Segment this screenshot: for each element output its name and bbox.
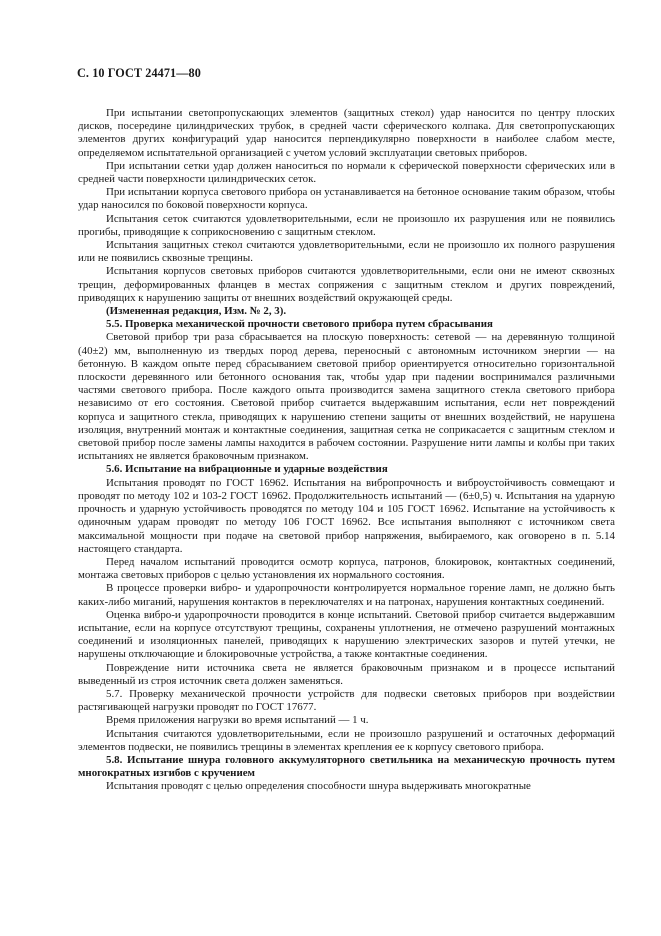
section-heading: 5.6. Испытание на вибрационные и ударные воздействия [106, 463, 388, 476]
paragraph: Испытания проводят по ГОСТ 16962. Испытания на вибропрочность и виброустойчивость совмещают и проводят по методу 102 и 103-2 ГОСТ 16962. Продолжительность испытаний — (6±0,5) ч. Испытания на ударную прочность и ударную устойчивость проводятся по методу 104 и 105 ГОСТ 16962. Испытание на устойчивость к одиночным ударам проводят по методу 106 ГОСТ 16962. Все испытания выполняют с источником света максимальной мощности при подаче на световой прибор напряжения, выбираемого, как оговорено в п. 5.14 настоящего стандарта. [78, 476, 615, 555]
document-body [78, 107, 615, 794]
paragraph: В процессе проверки вибро- и ударопрочности контролируется нормальное горение ламп, не должно быть каких-либо миганий, нарушения контактов в переключателях и на патронах, нарушения контактных соединений. [78, 582, 615, 608]
paragraph: Испытания считаются удовлетворительными, если не произошло разрушений и остаточных деформаций элементов подвески, не появились трещины в элементах крепления ее к корпусу светового прибора. [78, 727, 615, 753]
paragraph: Испытания защитных стекол считаются удовлетворительными, если не произошло их полного разрушения или не появились сквозные трещины. [78, 239, 615, 265]
paragraph: Испытания проводят с целью определения способности шнура выдерживать многократные [106, 780, 531, 793]
section-heading: 5.5. Проверка механической прочности светового прибора путем сбрасывания [106, 318, 493, 331]
paragraph: Оценка вибро-и ударопрочности проводится в конце испытаний. Световой прибор считается выдержавшим испытание, если на корпусе отсутствуют трещины, сохранены уплотнения, не отмечено разрушений монтажных соединений и изоляционных панелей, приводящих к нарушению электрических зазоров и путей утечки, не нарушены отключающие и блокировочные устройства, а также контактные соединения. [78, 608, 615, 661]
paragraph: При испытании сетки удар должен наноситься по нормали к сферической поверхности сферических или в средней части поверхности цилиндрических сеток. [78, 159, 615, 186]
paragraph: Испытания корпусов световых приборов считаются удовлетворительными, если они не имеют сквозных трещин, деформированных фланцев в местах сопряжения с защитным стеклом и других повреждений, приводящих к нарушению защиты от внешних воздействий окружающей среды. [78, 265, 615, 304]
paragraph: Повреждение нити источника света не является браковочным признаком и в процессе испытаний выведенный из строя источник света должен заменяться. [78, 661, 615, 687]
paragraph: Световой прибор три раза сбрасывается на плоскую поверхность: сетевой — на деревянную толщиной (40±2) мм, выполненную из твердых пород дерева, переносный с автономным источником энергии — на бетонную. В каждом опыте перед сбрасыванием световой прибор ориентируется относительно горизонтальной плоскости деревянного или бетонного основания так, чтобы удар при падении воспринимался различными частями светового прибора. После каждого опыта производится замена защитного стекла светового прибора независимо от его состояния. Световой прибор считается выдержавшим испытания, если нет повреждений корпуса и защитного стекла, приводящих к нарушению степени защиты от внешних воздействий, не нарушена изоляция, внутренний монтаж и контактные соединения, защитная сетка не соприкасается с защитным стеклом и световой прибор после замены лампы находится в рабочем состоянии. Разрушение нити лампы и колбы при таких испытаниях не является браковочным признаком. [78, 331, 615, 463]
paragraph: 5.7. Проверку механической прочности устройств для подвески световых приборов при воздействии растягивающей нагрузки проводят по ГОСТ 17677. [78, 687, 615, 714]
paragraph: Испытания сеток считаются удовлетворительными, если не произошло их разрушения или не появились прогибы, приводящие к соприкосновению с защитным стеклом. [78, 212, 615, 238]
paragraph: При испытании светопропускающих элементов (защитных стекол) удар наносится по центру плоских дисков, посередине цилиндрических трубок, в средней части сферического колпака. Для светопропускающих элементов других конфигураций удар наносится перпендикулярно поверхности в наиболее слабом месте, определяемом испытательной организацией с учетом условий эксплуатации световых приборов. [78, 107, 615, 159]
paragraph: Время приложения нагрузки во время испытаний — 1 ч. [106, 714, 369, 727]
section-heading: 5.8. Испытание шнура головного аккумуляторного светильника на механическую прочность путем многократных изгибов с кручением [78, 753, 615, 780]
page-header: С. 10 ГОСТ 24471—80 [77, 66, 201, 80]
amendment-note: (Измененная редакция, Изм. № 2, 3). [106, 305, 287, 318]
paragraph: Перед началом испытаний проводится осмотр корпуса, патронов, блокировок, контактных соединений, монтажа световых приборов с целью установления их нормального состояния. [78, 555, 615, 582]
paragraph: При испытании корпуса светового прибора он устанавливается на бетонное основание таким образом, чтобы удар наносился по боковой поверхности корпуса. [78, 186, 615, 212]
